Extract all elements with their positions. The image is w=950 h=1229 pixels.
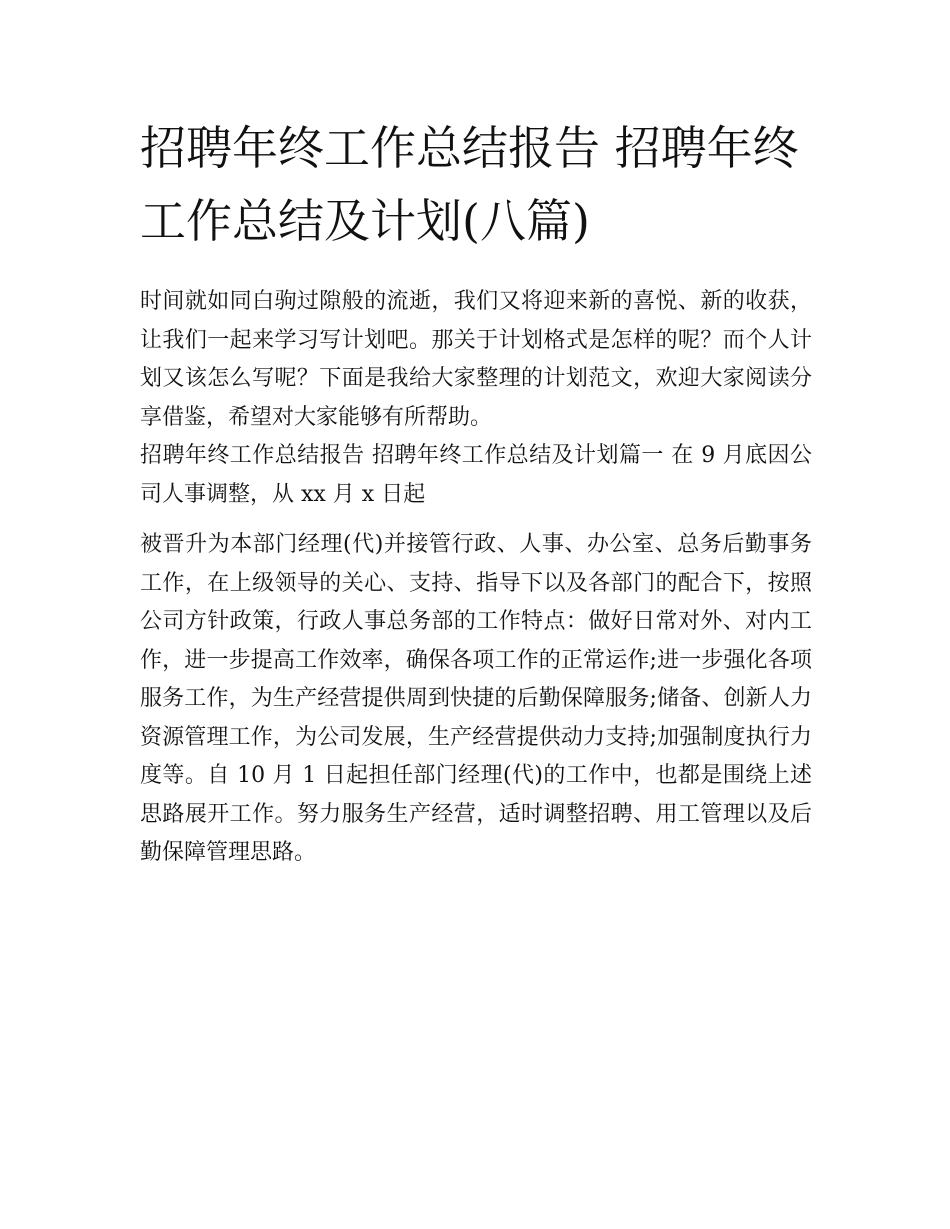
section-heading-paragraph: 招聘年终工作总结报告 招聘年终工作总结及计划篇一 在 9 月底因公司人事调整，从 xx 月 x 日起 bbox=[140, 443, 812, 507]
body-paragraph: 被晋升为本部门经理(代)并接管行政、人事、办公室、总务后勤事务工作，在上级领导的关心、支持、指导下以及各部门的配合下，按照公司方针政策，行政人事总务部的工作特点：做好日常对外、对内工作，进一步提高工作效率，确保各项工作的正常运作;进一步强化各项服务工作，为生产经营提供周到快捷的后勤保障服务;储备、创新人力资源管理工作，为公司发展，生产经营提供动力支持;加强制度执行力度等。自 10 月 1 日起担任部门经理(代)的工作中，也都是围绕上述思路展开工作。努力服务生产经营，适时调整招聘、用工管理以及后勤保障管理思路。 bbox=[140, 532, 812, 865]
document-body bbox=[140, 112, 812, 873]
intro-paragraph: 时间就如同白驹过隙般的流逝，我们又将迎来新的喜悦、新的收获，让我们一起来学习写计划吧。那关于计划格式是怎样的呢？而个人计划又该怎么写呢？下面是我给大家整理的计划范文，欢迎大家阅读分享借鉴，希望对大家能够有所帮助。 bbox=[140, 289, 812, 430]
document-title: 招聘年终工作总结报告 招聘年终工作总结及计划(八篇) bbox=[140, 121, 799, 248]
